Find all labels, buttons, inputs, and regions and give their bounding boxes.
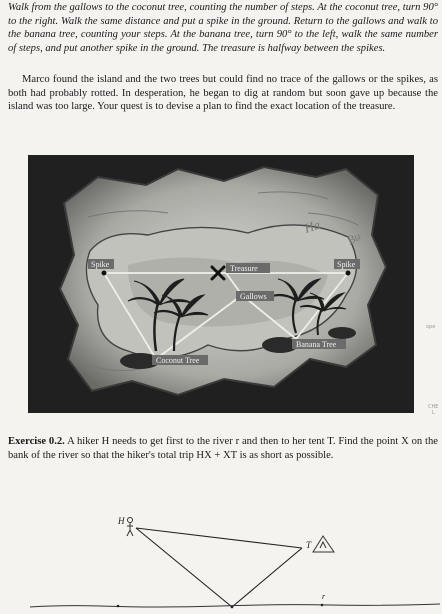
spike-left-dot (102, 271, 107, 276)
faded-map-lettering-2: Bu (344, 228, 364, 248)
river-point-left (117, 605, 120, 608)
path-river-to-tent (232, 548, 302, 607)
exercise-block (8, 435, 438, 462)
path-hiker-to-river (136, 528, 232, 607)
tent-label: T (306, 540, 312, 550)
river-point-x (231, 606, 234, 609)
treasure-map-svg (28, 155, 414, 413)
hiker-icon (127, 518, 133, 537)
exercise-title: Exercise 0.2. (8, 436, 65, 447)
hiker-label: H (118, 516, 125, 526)
margin-mark-2: CHE (428, 404, 439, 410)
treasure-instructions: Walk from the gallows to the coconut tree, counting the number of steps. At the coconut tree, turn 90° to the right. Walk the same distance and put a spike in the ground. Return to the gallows and walk to the banana tree, counting your steps. At the banana tree, turn 90° to the left, walk the same number of steps, and put another spike in the ground. The treasure is halfway between the spikes. (8, 2, 438, 54)
margin-mark-1: ope (426, 324, 436, 330)
river-point-right (321, 604, 324, 607)
hiker-river-diagram (0, 508, 442, 609)
right-shrub (328, 327, 356, 339)
coconut-tree-label: Coconut Tree (156, 356, 200, 365)
exercise-text: A hiker H needs to get first to the river r and then to her tent T. Find the point X on the bank of the river so that the hiker's total trip HX + XT is as short as possible. (8, 436, 438, 461)
gallows-label: Gallows (240, 292, 267, 301)
treasure-map-figure (28, 155, 414, 413)
spike-right-label: Spike (337, 260, 356, 269)
faded-map-lettering: Ha (302, 216, 323, 236)
banana-tree-label: Banana Tree (296, 340, 337, 349)
path-hiker-to-tent (136, 528, 302, 548)
hiker-diagram-svg (0, 508, 442, 609)
spike-left-label: Spike (91, 260, 110, 269)
story-paragraph: Marco found the island and the two trees but could find no trace of the gallows or the spikes, as both had probably rotted. In desperation, he began to dig at random but soon gave up because the island was too large. Your quest is to devise a plan to find the exact location of the treasure. (8, 74, 438, 112)
margin-mark-3: L (432, 410, 435, 416)
treasure-label: Treasure (230, 264, 258, 273)
tent-icon (313, 536, 334, 552)
river-label: r (322, 592, 326, 601)
spike-right-dot (346, 271, 351, 276)
